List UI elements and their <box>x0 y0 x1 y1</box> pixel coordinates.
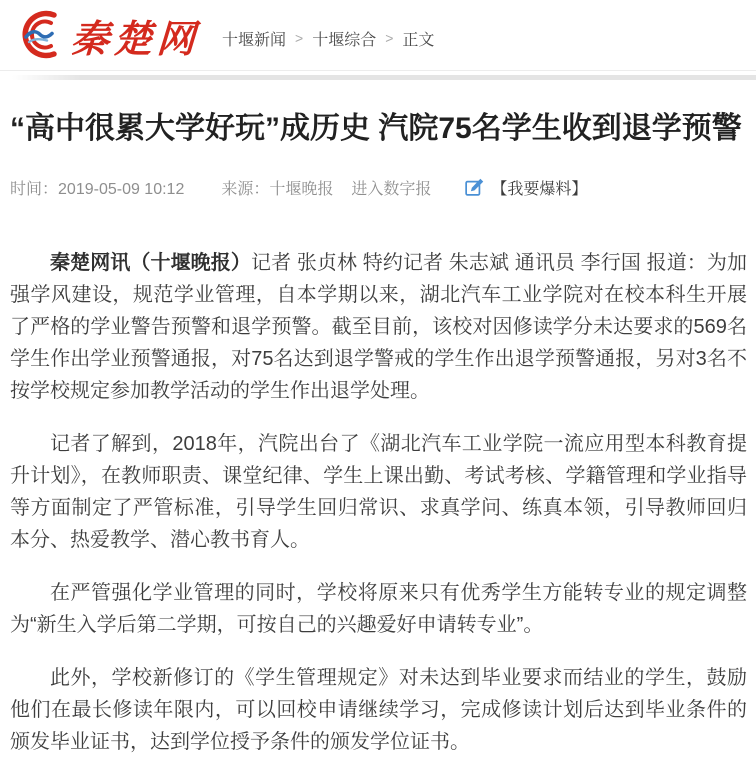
report-news-link[interactable] <box>465 176 587 199</box>
paragraph-text: 此外，学校新修订的《学生管理规定》对未达到毕业要求而结业的学生，鼓励他们在最长修读年限内，可以回校申请继续学习，完成修读计划后达到毕业条件的颁发毕业证书，达到学位授予条件的颁发学位证书。 <box>10 667 747 753</box>
header-shadow-band <box>12 75 756 80</box>
meta-source-label: 来源： <box>221 181 270 198</box>
breadcrumb-item-category[interactable]: 十堰综合 <box>312 31 377 49</box>
site-logo[interactable] <box>13 8 200 63</box>
breadcrumb-item-current: 正文 <box>402 31 435 49</box>
article-paragraph <box>10 247 747 407</box>
breadcrumb-item-news[interactable]: 十堰新闻 <box>222 31 287 49</box>
article-paragraph <box>10 428 747 556</box>
meta-source-value: 十堰晚报 <box>269 181 334 198</box>
paragraph-lead: 秦楚网讯（十堰晚报） <box>50 252 251 274</box>
meta-source <box>221 176 333 199</box>
edit-pencil-icon[interactable] <box>465 178 484 197</box>
report-news-label[interactable]: 【我要爆料】 <box>491 181 588 198</box>
qinchu-circle-wave-icon <box>13 10 67 60</box>
site-logo-text[interactable]: 秦楚网 <box>69 15 202 61</box>
site-header <box>0 0 756 70</box>
page-title: “高中很累大学好玩”成历史 汽院75名学生收到退学预警 <box>10 112 742 145</box>
paragraph-text: 在严管强化学业管理的同时，学校将原来只有优秀学生方能转专业的规定调整为“新生入学后第二学期，可按自己的兴趣爱好申请转专业”。 <box>10 582 747 636</box>
meta-time-label: 时间： <box>10 181 59 198</box>
header-divider <box>0 70 756 71</box>
paragraph-text: 记者了解到，2018年，汽院出台了《湖北汽车工业学院一流应用型本科教育提升计划》，在教师职责、课堂纪律、学生上课出勤、考试考核、学籍管理和学业指导等方面制定了严管标准，引导学生回归常识、求真学问、练真本领，引导教师回归本分、热爱教学、潜心教书育人。 <box>10 433 747 551</box>
breadcrumb-separator-icon: > <box>295 30 304 46</box>
article-paragraph <box>10 577 747 641</box>
digital-paper-link[interactable]: 进入数字报 <box>351 181 432 198</box>
paragraph-text: 记者 张贞林 特约记者 朱志斌 通讯员 李行国 报道：为加强学风建设，规范学业管理，自本学期以来，湖北汽车工业学院对在校本科生开展了严格的学业警告预警和退学预警。截至目前，该校对因修读学分未达要求的569名学生作出学业预警通报，对75名达到退学警戒的学生作出退学预警通报，另对3名不按学校规定参加教学活动的学生作出退学处理。 <box>10 252 748 402</box>
article-body <box>0 247 756 758</box>
article-meta <box>10 176 756 199</box>
meta-time <box>10 176 184 199</box>
article-paragraph <box>10 662 747 758</box>
breadcrumb <box>222 27 434 50</box>
meta-time-value: 2019-05-09 10:12 <box>58 181 185 198</box>
breadcrumb-separator-icon: > <box>385 30 394 46</box>
